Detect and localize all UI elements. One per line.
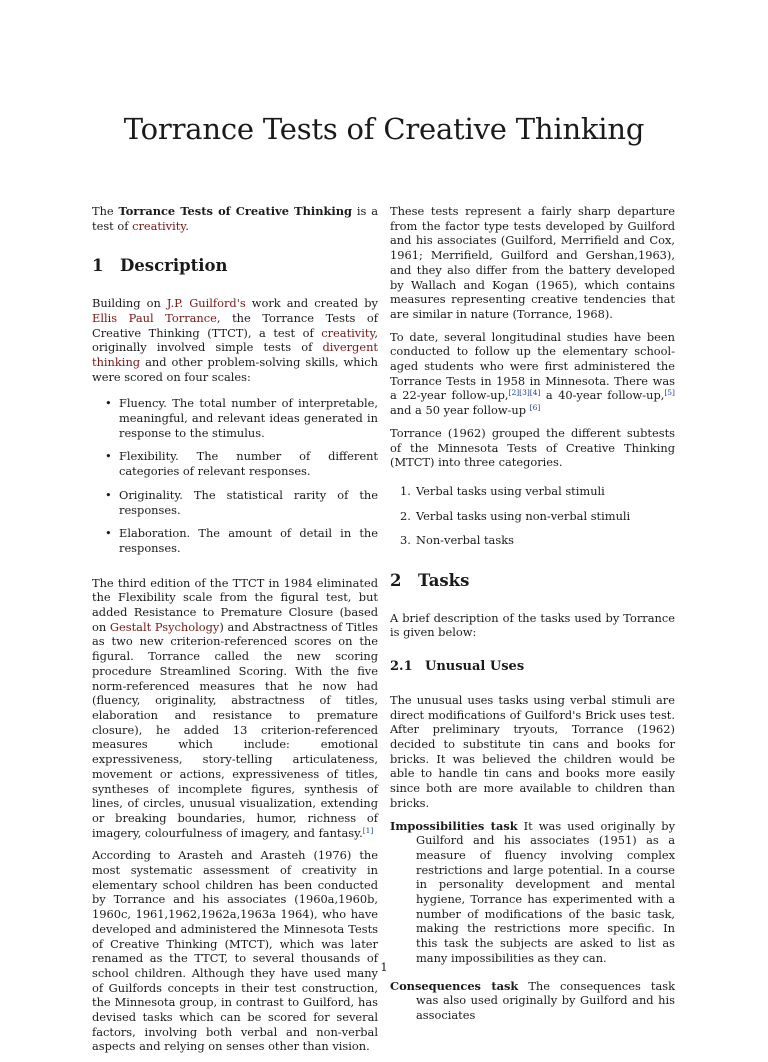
link-torrance[interactable]: Ellis Paul Torrance bbox=[92, 310, 217, 325]
definition-consequences: Consequences task The consequences task was also used originally by Guilford and his associates bbox=[390, 978, 675, 1022]
list-item: • Elaboration. The amount of detail in the responses. bbox=[92, 526, 378, 555]
section-number: 1 bbox=[92, 256, 104, 276]
section-title: Tasks bbox=[418, 571, 470, 591]
intro-paragraph: The Torrance Tests of Creative Thinking is a test of creativity. bbox=[92, 204, 378, 233]
citation-ref[interactable]: [5] bbox=[664, 388, 675, 398]
grouping-paragraph: Torrance (1962) grouped the different subtests of the Minnesota Tests of Creative Thinking (MTCT) into three categories. bbox=[390, 425, 675, 470]
definition-term: Impossibilities task bbox=[390, 818, 518, 833]
page-number: 1 bbox=[380, 960, 388, 974]
right-column bbox=[390, 204, 675, 1036]
third-edition-paragraph: The third edition of the TTCT in 1984 eliminated the Flexibility scale from the figural test, but added Resistance to Premature Closure (based on Gestalt Psychology) and Abstractness of Titles as two new criterion-referenced scores on the figural. Torrance called the new scoring procedure Streamlined Scoring. With the five norm-referenced measures that he now had (fluency, originality, abstractness of titles, elaboration and resistance to premature closure), he added 13 criterion-referenced measures which include: emotional expressiveness, story-telling articulateness, movement or actions, expressiveness of titles, syntheses of incomplete figures, synthesis of lines, of circles, unusual visualization, extending or breaking boundaries, humor, richness of imagery, colourfulness of imagery, and fantasy.[1] bbox=[92, 575, 378, 840]
list-item: • Flexibility. The number of different categories of relevant responses. bbox=[92, 449, 378, 478]
citation-ref[interactable]: [2][3][4] bbox=[508, 388, 541, 398]
definition-impossibilities: Impossibilities task It was used originally by Guilford and his associates (1951) as a measure of fluency involving complex restrictions and large potential. In a course in personality development and mental hygiene, Torrance has experimented with a number of modifications of the basic task, making the restrictions more specific. In this task the subjects are asked to list as many impossibilities as they can. bbox=[390, 818, 675, 965]
longitudinal-paragraph: To date, several longitudinal studies have been conducted to follow up the elementary school-aged students who were first administered the Torrance Tests in 1958 in Minnesota. There was a 22-year follow-up,[2][3][4] a 40-year follow-up,[5] and a 50 year follow-up [6] bbox=[390, 329, 675, 418]
definition-term: Consequences task bbox=[390, 978, 519, 993]
list-item: 1. Verbal tasks using verbal stimuli bbox=[400, 483, 605, 498]
categories-list bbox=[390, 484, 675, 548]
section-heading-tasks bbox=[390, 571, 675, 591]
citation-ref[interactable]: [6] bbox=[529, 403, 541, 413]
subsection-heading-unusual-uses bbox=[390, 660, 675, 675]
section-heading-description bbox=[92, 256, 378, 276]
left-column bbox=[92, 204, 378, 1062]
factor-tests-paragraph: These tests represent a fairly sharp departure from the factor type tests developed by Guilford and his associates (Guilford, Merrifield and Cox, 1961; Merrifield, Guilford and Gershan,1963), and they also differ from the battery developed by Wallach and Kogan (1965), which contains measures representing creative tendencies that are similar in nature (Torrance, 1968). bbox=[390, 204, 675, 321]
link-divergent-thinking[interactable]: divergent thinking bbox=[92, 340, 378, 369]
unusual-uses-paragraph: The unusual uses tasks using verbal stimuli are direct modifications of Guilford's Brick uses test. After preliminary tryouts, Torrance (1962) decided to substitute tin cans and books for bricks. It was believed the children would be able to handle tin cans and books more easily since both are more available to children than bricks. bbox=[390, 692, 675, 810]
section-title: Description bbox=[120, 256, 228, 276]
section-number: 2 bbox=[390, 571, 402, 591]
page-title: Torrance Tests of Creative Thinking bbox=[123, 112, 645, 146]
link-creativity[interactable]: creativity bbox=[321, 325, 375, 340]
subsection-title: Unusual Uses bbox=[425, 659, 525, 675]
list-item: • Originality. The statistical rarity of the responses. bbox=[92, 488, 378, 517]
subsection-number: 2.1 bbox=[390, 659, 413, 675]
description-paragraph: Building on J.P. Guilford's work and created by Ellis Paul Torrance, the Torrance Tests of Creative Thinking (TTCT), a test of creativity, originally involved simple tests of divergent thinking and other problem-solving skills, which were scored on four scales: bbox=[92, 296, 378, 384]
link-gestalt-psychology[interactable]: Gestalt Psychology bbox=[109, 619, 220, 634]
citation-ref[interactable]: [1] bbox=[362, 825, 374, 835]
arasteh-paragraph: According to Arasteh and Arasteh (1976) the most systematic assessment of creativity in elementary school children has been conducted by Torrance and his associates (1960a,1960b, 1960c, 1961,1962,1962a,1963a 1964), who have developed and administered the Minnesota Tests of Creative Thinking (MTCT), which was later renamed as the TTCT, to several thousands of school children. Although they have used many of Guilfords concepts in their test construction, the Minnesota group, in contrast to Guilford, has devised tasks which can be scored for several factors, involving both verbal and non-verbal aspects and relying on senses other than vision. bbox=[92, 848, 378, 1054]
list-item: 3. Non-verbal tasks bbox=[400, 533, 514, 548]
list-item: 2. Verbal tasks using non-verbal stimuli bbox=[400, 508, 631, 523]
tasks-intro-paragraph: A brief description of the tasks used by Torrance is given below: bbox=[390, 610, 675, 640]
list-item: • Fluency. The total number of interpretable, meaningful, and relevant ideas generated in response to the stimulus. bbox=[92, 396, 378, 440]
link-creativity[interactable]: creativity bbox=[132, 218, 186, 233]
link-guilford[interactable]: J.P. Guilford's bbox=[166, 296, 246, 311]
intro-bold-term: Torrance Tests of Creative Thinking bbox=[118, 204, 352, 218]
scales-list bbox=[92, 396, 378, 555]
